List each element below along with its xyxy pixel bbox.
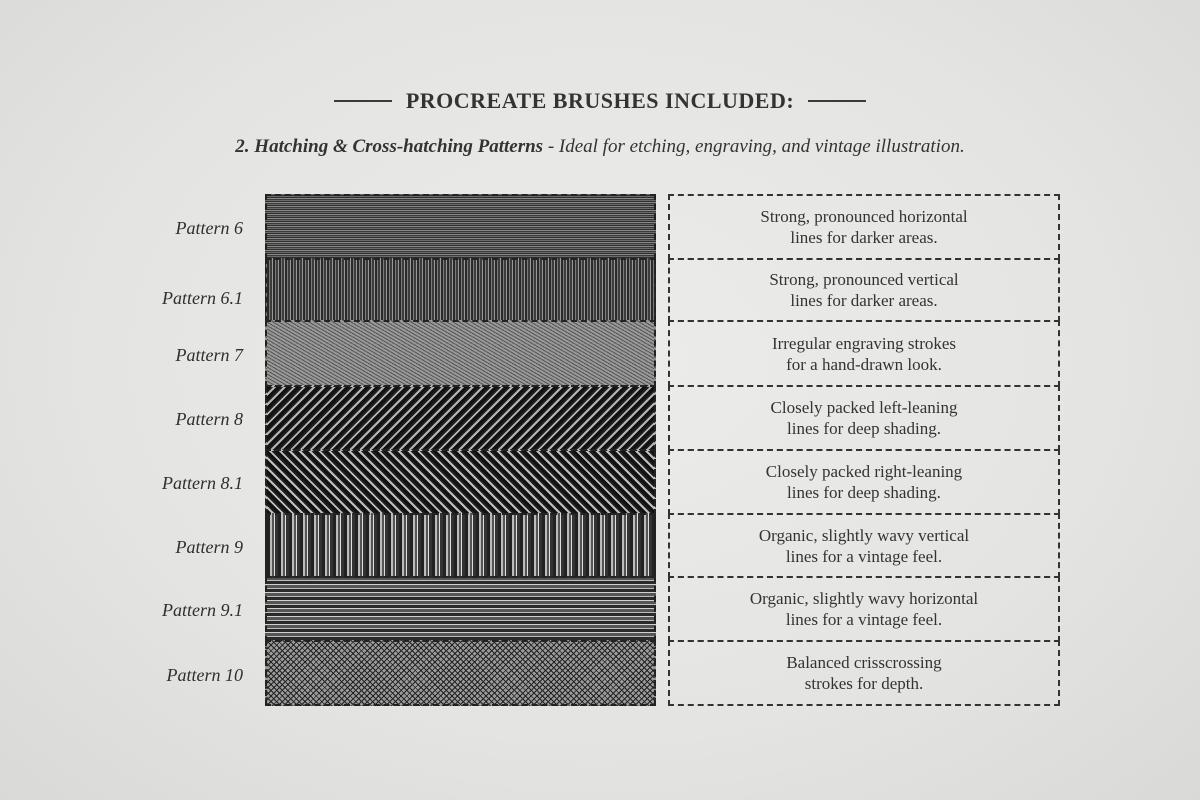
description-line: for a hand-drawn look. (786, 354, 942, 374)
pattern-description (668, 194, 1060, 260)
pattern-swatch-10 (265, 640, 656, 706)
pattern-description (668, 385, 1060, 451)
pattern-label: Pattern 6 (175, 218, 243, 238)
description-line: Strong, pronounced vertical (769, 270, 959, 289)
description-line: Closely packed right-leaning (765, 462, 963, 481)
description-line: Organic, slightly wavy vertical (758, 525, 970, 545)
description-line: strokes for depth. (804, 674, 924, 693)
pattern-label: Pattern 7 (175, 345, 243, 365)
pattern-description (668, 258, 1060, 322)
description-line: Irregular engraving strokes (771, 333, 957, 353)
description-line: lines for deep shading. (787, 483, 941, 502)
pattern-swatch-7 (265, 320, 656, 387)
pattern-swatch-8-1 (265, 449, 656, 515)
pattern-description (668, 576, 1060, 642)
pattern-swatch-6 (265, 194, 656, 260)
pattern-label: Pattern 9 (175, 537, 243, 557)
pattern-label: Pattern 8 (175, 409, 243, 429)
pattern-label: Pattern 8.1 (162, 473, 243, 493)
description-line: lines for darker areas. (790, 228, 938, 247)
pattern-description (668, 513, 1060, 578)
heading-rule-right (808, 100, 866, 102)
subtitle (0, 136, 1200, 158)
pattern-description (668, 449, 1060, 515)
description-line: Strong, pronounced horizontal (760, 207, 968, 226)
pattern-swatch-8 (265, 385, 656, 451)
subtitle-bold: 2. Hatching & Cross-hatching Patterns (235, 136, 544, 157)
pattern-description (668, 640, 1060, 706)
description-line: Organic, slightly wavy horizontal (749, 589, 979, 608)
pattern-label: Pattern 9.1 (162, 600, 243, 620)
description-line: lines for deep shading. (787, 419, 941, 438)
heading-rule-left (334, 100, 392, 102)
pattern-swatch-9 (265, 513, 656, 578)
description-line: Balanced crisscrossing (786, 653, 942, 672)
heading-title: PROCREATE BRUSHES INCLUDED: (405, 88, 795, 113)
section-heading (0, 88, 1200, 114)
pattern-label: Pattern 6.1 (162, 288, 243, 308)
pattern-swatch-6-1 (265, 258, 656, 322)
description-line: Closely packed left-leaning (770, 398, 958, 417)
pattern-swatch-9-1 (265, 576, 656, 642)
pattern-description (668, 320, 1060, 387)
subtitle-rest: - Ideal for etching, engraving, and vintage illustration. (543, 136, 965, 157)
description-line: lines for darker areas. (790, 291, 938, 310)
description-line: lines for a vintage feel. (785, 610, 943, 629)
description-line: lines for a vintage feel. (785, 546, 943, 566)
pattern-label: Pattern 10 (166, 665, 243, 685)
